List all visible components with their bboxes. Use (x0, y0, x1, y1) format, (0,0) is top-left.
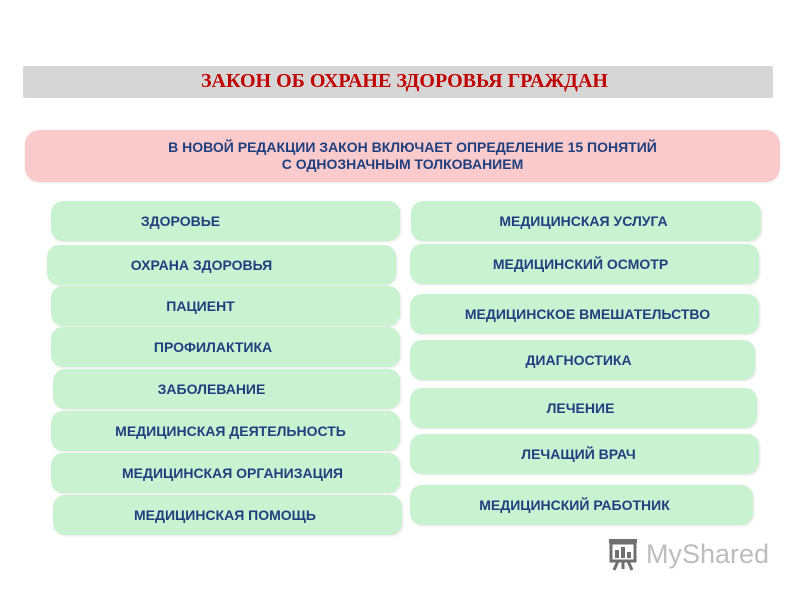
term-pill-disease (53, 369, 400, 409)
term-pill-attending-doctor (410, 434, 759, 474)
term-pill-medical-intervention (410, 294, 759, 334)
term-pill-diagnostics (410, 340, 755, 380)
term-pill-medical-examination (410, 244, 759, 284)
term-label: ЗАБОЛЕВАНИЕ (157, 381, 266, 397)
presentation-board-icon (606, 536, 640, 572)
term-label: МЕДИЦИНСКОЕ ВМЕШАТЕЛЬСТВО (464, 306, 711, 322)
term-label: ЛЕЧАЩИЙ ВРАЧ (521, 446, 636, 462)
term-pill-medical-organization (51, 453, 400, 493)
term-pill-health-protection (47, 245, 396, 285)
term-pill-treatment (410, 388, 757, 428)
term-label: ПАЦИЕНТ (166, 298, 235, 314)
banner-line-2: С ОДНОЗНАЧНЫМ ТОЛКОВАНИЕМ (281, 156, 524, 172)
term-label: ЗДОРОВЬЕ (140, 213, 221, 229)
myshared-logo (606, 534, 776, 574)
banner-line-1: В НОВОЙ РЕДАКЦИИ ЗАКОН ВКЛЮЧАЕТ ОПРЕДЕЛЕНИЕ 15 ПОНЯТИЙ (168, 139, 657, 155)
term-pill-medical-worker (410, 485, 753, 525)
term-pill-patient (51, 286, 400, 326)
term-label: МЕДИЦИНСКАЯ УСЛУГА (499, 213, 668, 229)
term-label: МЕДИЦИНСКАЯ ОРГАНИЗАЦИЯ (122, 465, 343, 481)
slide-title: ЗАКОН ОБ ОХРАНЕ ЗДОРОВЬЯ ГРАЖДАН (201, 70, 608, 92)
intro-banner (25, 130, 780, 182)
watermark-text: MyShared (646, 538, 770, 569)
term-label: ОХРАНА ЗДОРОВЬЯ (130, 257, 273, 273)
term-label: МЕДИЦИНСКАЯ ПОМОЩЬ (134, 507, 316, 523)
term-label: МЕДИЦИНСКИЙ ОСМОТР (492, 256, 669, 272)
title-bar (23, 66, 773, 98)
term-pill-health (51, 201, 400, 241)
term-label: ЛЕЧЕНИЕ (546, 400, 615, 416)
term-label: МЕДИЦИНСКИЙ РАБОТНИК (479, 497, 670, 513)
term-pill-medical-activity (51, 411, 400, 451)
term-pill-medical-service (411, 201, 761, 241)
term-pill-medical-care (53, 495, 402, 535)
term-label: ПРОФИЛАКТИКА (153, 339, 273, 355)
term-pill-prevention (51, 327, 400, 367)
term-label: МЕДИЦИНСКАЯ ДЕЯТЕЛЬНОСТЬ (115, 423, 346, 439)
term-label: ДИАГНОСТИКА (525, 352, 632, 368)
